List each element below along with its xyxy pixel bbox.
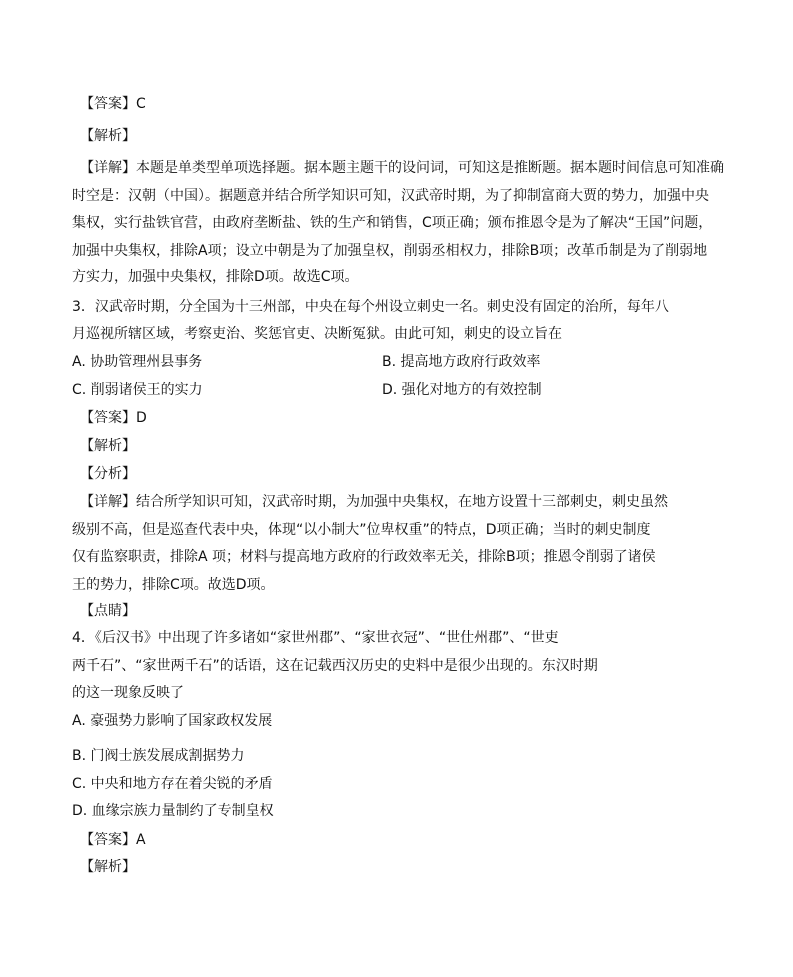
q3-option-a: A. 协助管理州县事务 [72, 354, 203, 370]
q2-detail-line-3: 集权，实行盐铁官营，由政府垄断盐、铁的生产和销售，C项正确；颁布推恩令是为了解决“王国”问题， [72, 215, 713, 231]
q3-stem-line-1: 3．汉武帝时期，分全国为十三州部，中央在每个州设立刺史一名。刺史没有固定的治所，每年八 [72, 299, 669, 315]
q4-answer-tag: 【答案】A [80, 832, 146, 848]
q4-option-a: A. 豪强势力影响了国家政权发展 [72, 713, 273, 729]
q2-detail-line-2: 时空是：汉朝（中国）。据题意并结合所学知识可知，汉武帝时期，为了抑制富商大贾的势力，加强中央 [72, 188, 709, 204]
q4-option-d: D. 血缘宗族力量制约了专制皇权 [72, 803, 274, 819]
q2-answer-tag: 【答案】C [80, 96, 146, 112]
q4-stem-line-3: 的这一现象反映了 [72, 685, 184, 701]
q2-analysis-tag: 【解析】 [80, 128, 136, 144]
q3-detail-line-2: 级别不高，但是巡查代表中央，体现“以小制大”位卑权重”的特点，D项正确；当时的刺史制度 [72, 522, 651, 538]
q3-option-c: C. 削弱诸侯王的实力 [72, 382, 203, 398]
q3-dianjing-tag: 【点睛】 [80, 603, 136, 619]
q2-detail-line-5: 方实力，加强中央集权，排除D项。故选C项。 [72, 269, 359, 285]
q4-analysis-tag: 【解析】 [80, 859, 136, 875]
q3-answer-tag: 【答案】D [80, 410, 147, 426]
q3-detail-line-1: 【详解】结合所学知识可知，汉武帝时期，为加强中央集权，在地方设置十三部刺史，刺史虽然 [80, 494, 668, 510]
q3-option-d: D. 强化对地方的有效控制 [382, 382, 542, 398]
q3-analysis-tag: 【解析】 [80, 438, 136, 454]
q2-detail-line-1: 【详解】本题是单类型单项选择题。据本题主题干的设问词，可知这是推断题。据本题时间信息可知准确 [80, 160, 724, 176]
q3-detail-line-3: 仅有监察职责，排除A 项；材料与提高地方政府的行政效率无关，排除B项；推恩令削弱了诸侯 [72, 549, 656, 565]
q3-detail-line-4: 王的势力，排除C项。故选D项。 [72, 577, 275, 593]
q4-stem-line-2: 两千石”、“家世两千石”的话语，这在记载西汉历史的史料中是很少出现的。东汉时期 [72, 658, 598, 674]
q4-option-c: C. 中央和地方存在着尖锐的矛盾 [72, 776, 273, 792]
q3-stem-line-2: 月巡视所辖区域，考察吏治、奖惩官吏、决断冤狱。由此可知，刺史的设立旨在 [72, 326, 562, 342]
q4-option-b: B. 门阀士族发展成割据势力 [72, 748, 245, 764]
q4-stem-line-1: 4．《后汉书》中出现了许多诸如“家世州郡”、“家世衣冠”、“世仕州郡”、“世吏 [72, 630, 559, 646]
q3-fenxi-tag: 【分析】 [80, 466, 136, 482]
q3-option-b: B. 提高地方政府行政效率 [382, 354, 541, 370]
q2-detail-line-4: 加强中央集权，排除A项；设立中朝是为了加强皇权，削弱丞相权力，排除B项；改革币制是为了削弱地 [72, 243, 708, 259]
